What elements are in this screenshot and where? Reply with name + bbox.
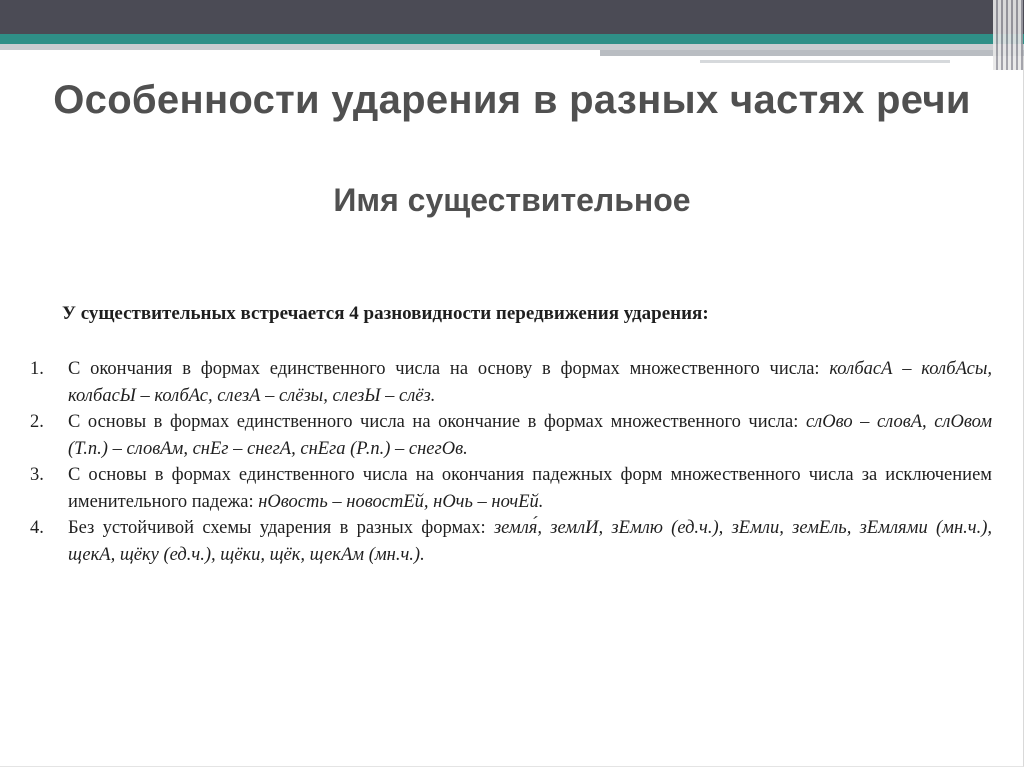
- list-item-number: 2.: [30, 412, 44, 432]
- rule-examples: нОвость – новостЕй, нОчь – ночЕй.: [258, 491, 544, 512]
- header-band-grey-thin: [700, 60, 950, 63]
- list-item-text: [68, 356, 992, 409]
- rule-examples: слОво – словА, слОвом (Т.п.) – словАм, снЕг – снегА, снЕга (Р.п.) – снегОв.: [68, 412, 992, 459]
- header-band-teal: [0, 34, 1024, 44]
- rule-description: С окончания в формах единственного числа на основу в формах множественного числа:: [68, 359, 830, 379]
- list-item-text: [68, 462, 992, 515]
- list-item: [30, 356, 992, 409]
- header-band-grey-short: [600, 50, 1024, 56]
- list-item-number: 3.: [30, 465, 44, 485]
- list-item-text: [68, 515, 992, 568]
- list-item-number: 1.: [30, 359, 44, 379]
- rules-list: [30, 356, 992, 568]
- rule-examples: колбасА – колбАсы, колбасЫ – колбАс, слезА – слёзы, слезЫ – слёз.: [68, 359, 992, 406]
- list-item-text: [68, 409, 992, 462]
- list-item: [30, 409, 992, 462]
- header-stripes-decoration: [993, 0, 1023, 70]
- slide-subtitle: Имя существительное: [333, 182, 691, 218]
- rule-description: С основы в формах единственного числа на окончания падежных форм множественного числа за исключением именительного падежа:: [68, 465, 992, 512]
- slide-title: Особенности ударения в разных частях речи: [53, 78, 971, 122]
- rule-description: С основы в формах единственного числа на окончание в формах множественного числа:: [68, 412, 806, 432]
- list-item: [30, 462, 992, 515]
- intro-text: У существительных встречается 4 разновидности передвижения ударения:: [62, 303, 709, 324]
- list-item-number: 4.: [30, 518, 44, 538]
- rule-description: Без устойчивой схемы ударения в разных формах:: [68, 518, 494, 538]
- header-band-dark: [0, 0, 1024, 34]
- rule-examples: земля́, землИ, зЕмлю (ед.ч.), зЕмли, земЕль, зЕмлями (мн.ч.), щекА, щёку (ед.ч.), щёки, щёк, щекАм (мн.ч.).: [68, 518, 992, 565]
- list-item: [30, 515, 992, 568]
